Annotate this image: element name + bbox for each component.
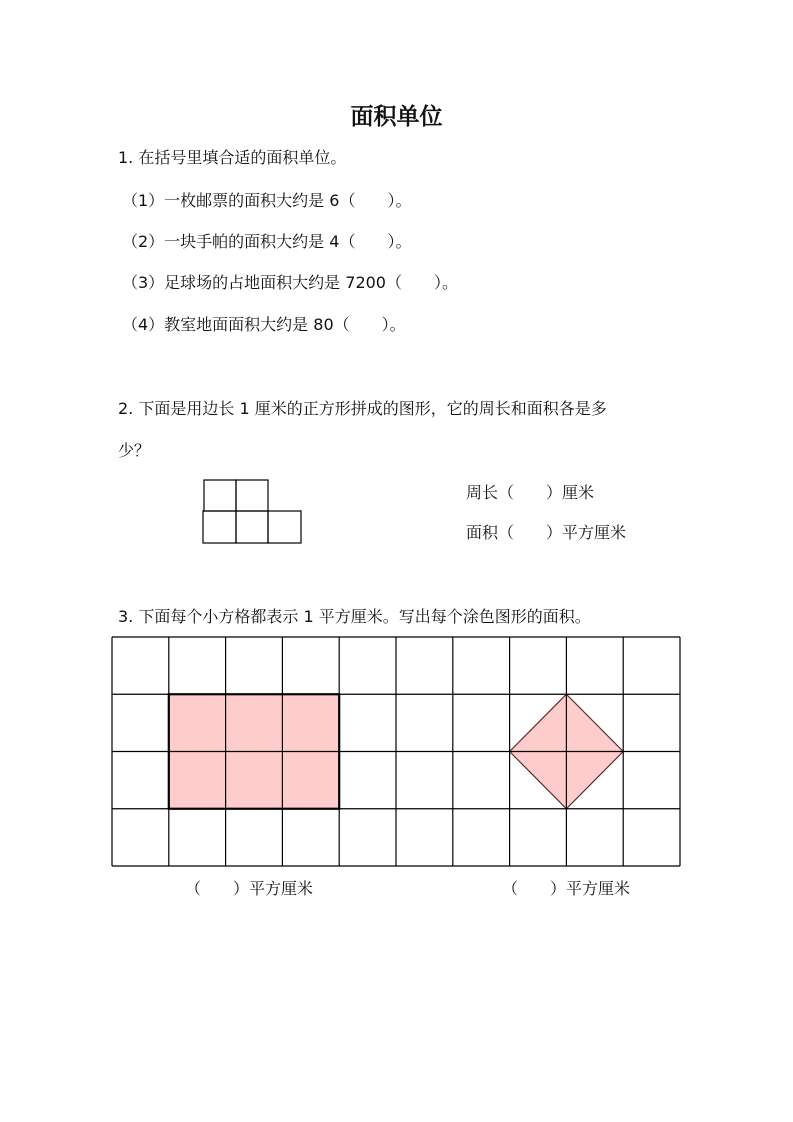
q1-item: （2）一块手帕的面积大约是 4（ ）。: [122, 232, 412, 251]
page-title: 面积单位: [350, 104, 443, 130]
q3-prompt: 3. 下面每个小方格都表示 1 平方厘米。写出每个涂色图形的面积。: [118, 607, 591, 626]
diamond-area-answer: （ ）平方厘米: [502, 879, 631, 898]
l-shape-figure: [203, 480, 301, 543]
q1-item: （1）一枚邮票的面积大约是 6（ ）。: [122, 191, 412, 210]
area-answer: 面积（ ）平方厘米: [466, 523, 627, 542]
square-grid: [112, 637, 680, 866]
perimeter-answer: 周长（ ）厘米: [466, 483, 595, 502]
q2-prompt-cont: 少？: [118, 441, 151, 460]
q1-item: （4）教室地面面积大约是 80（ ）。: [122, 315, 406, 334]
q1-prompt: 1. 在括号里填合适的面积单位。: [118, 148, 347, 167]
q1-item: （3）足球场的占地面积大约是 7200（ ）。: [122, 273, 458, 292]
rect-area-answer: （ ）平方厘米: [185, 879, 314, 898]
q2-prompt: 2. 下面是用边长 1 厘米的正方形拼成的图形，它的周长和面积各是多: [118, 399, 607, 418]
